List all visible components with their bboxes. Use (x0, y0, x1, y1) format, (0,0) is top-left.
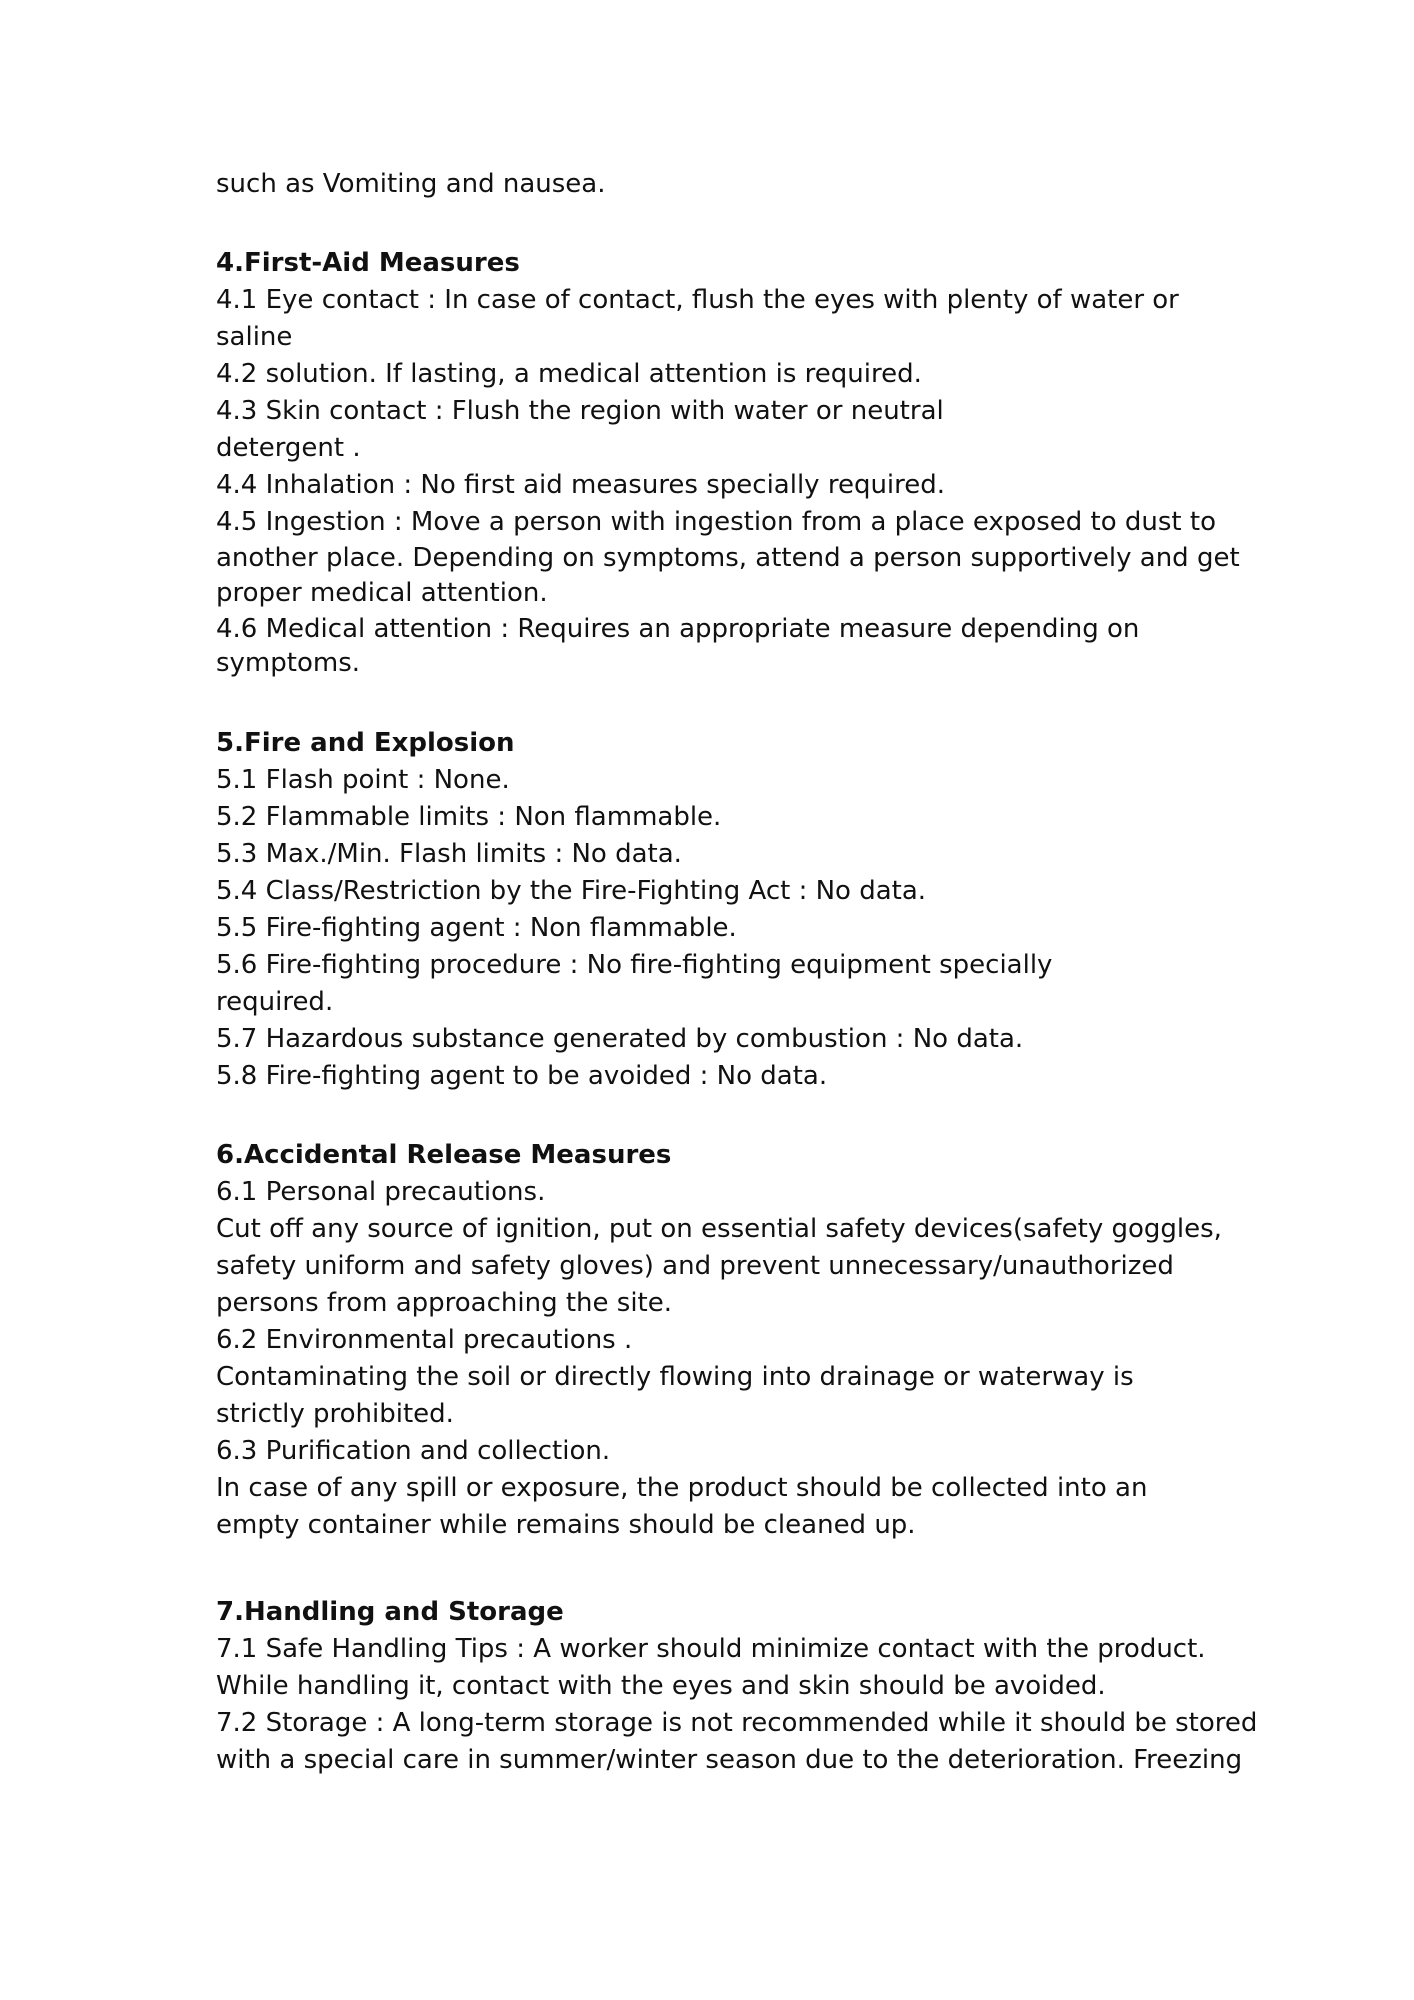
section-heading: 4.First-Aid Measures (216, 248, 520, 278)
text-line: 6.2 Environmental precautions . (216, 1325, 633, 1355)
section-handling-storage (216, 1594, 1258, 1779)
section-first-aid (216, 245, 1240, 680)
text-line: 5.4 Class/Restriction by the Fire-Fighting Act : No data. (216, 876, 927, 906)
section-fire-explosion (216, 725, 1216, 1095)
text-line: proper medical attention. (216, 578, 548, 608)
text-line: detergent . (216, 433, 361, 463)
text-line: 5.3 Max./Min. Flash limits : No data. (216, 839, 682, 869)
text-line: 4.4 Inhalation : No first aid measures specially required. (216, 470, 946, 500)
text-line: 5.5 Fire-fighting agent : Non flammable. (216, 913, 737, 943)
text-line: 6.3 Purification and collection. (216, 1436, 611, 1466)
text-line: with a special care in summer/winter season due to the deterioration. Freezing (216, 1745, 1243, 1775)
text-line: 6.1 Personal precautions. (216, 1177, 546, 1207)
text-line: 4.6 Medical attention : Requires an appropriate measure depending on (216, 614, 1140, 644)
text-line: 4.1 Eye contact : In case of contact, flush the eyes with plenty of water or (216, 285, 1179, 315)
section-heading: 5.Fire and Explosion (216, 728, 515, 758)
text-line: 4.3 Skin contact : Flush the region with water or neutral (216, 396, 944, 426)
text-line: Cut off any source of ignition, put on essential safety devices(safety goggles, (216, 1214, 1222, 1244)
text-line: saline (216, 322, 293, 352)
text-line: 4.2 solution. If lasting, a medical attention is required. (216, 359, 922, 389)
section-heading: 7.Handling and Storage (216, 1597, 564, 1627)
text-line: required. (216, 987, 334, 1017)
text-line: 5.1 Flash point : None. (216, 765, 510, 795)
section-accidental-release (216, 1137, 1222, 1544)
intro-line: such as Vomiting and nausea. (216, 169, 606, 199)
text-line: 7.1 Safe Handling Tips : A worker should minimize contact with the product. (216, 1634, 1206, 1664)
text-line: In case of any spill or exposure, the product should be collected into an (216, 1473, 1148, 1503)
text-line: safety uniform and safety gloves) and prevent unnecessary/unauthorized (216, 1251, 1174, 1281)
text-line: 5.2 Flammable limits : Non flammable. (216, 802, 722, 832)
text-line: 5.8 Fire-fighting agent to be avoided : No data. (216, 1061, 828, 1091)
text-line: symptoms. (216, 648, 361, 678)
text-line: strictly prohibited. (216, 1399, 454, 1429)
text-line: While handling it, contact with the eyes and skin should be avoided. (216, 1671, 1106, 1701)
text-line: 5.7 Hazardous substance generated by combustion : No data. (216, 1024, 1024, 1054)
text-line: 4.5 Ingestion : Move a person with ingestion from a place exposed to dust to (216, 507, 1216, 537)
text-line: empty container while remains should be cleaned up. (216, 1510, 916, 1540)
section-heading: 6.Accidental Release Measures (216, 1140, 672, 1170)
text-line: 7.2 Storage : A long-term storage is not recommended while it should be stored (216, 1708, 1258, 1738)
document-body (216, 166, 1258, 1779)
text-line: another place. Depending on symptoms, attend a person supportively and get (216, 543, 1240, 573)
text-line: persons from approaching the site. (216, 1288, 673, 1318)
text-line: Contaminating the soil or directly flowing into drainage or waterway is (216, 1362, 1134, 1392)
text-line: 5.6 Fire-fighting procedure : No fire-fighting equipment specially (216, 950, 1053, 980)
